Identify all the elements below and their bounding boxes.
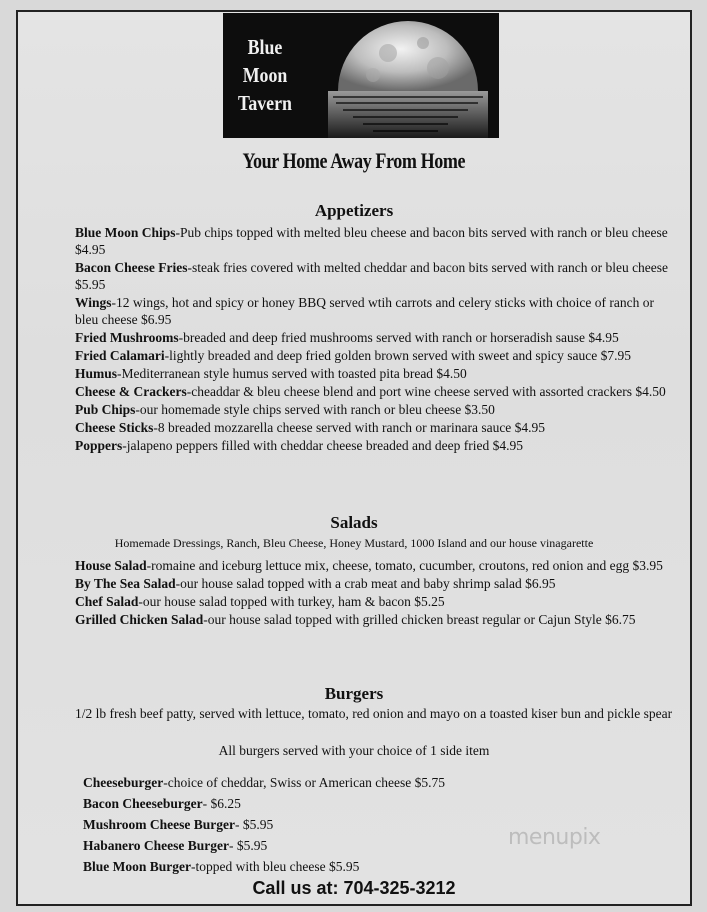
list-item: Cheeseburger-choice of cheddar, Swiss or American cheese $5.75 — [83, 775, 445, 790]
list-item: Fried Mushrooms-breaded and deep fried mushrooms served with ranch or horseradish sause $4.95 — [75, 330, 619, 345]
logo — [223, 13, 499, 138]
phone-call-text: Call us at: 704-325-3212 — [252, 878, 456, 898]
tagline: Your Home Away From Home — [242, 148, 466, 173]
logo-line-1: Blue — [247, 35, 283, 59]
logo-text — [231, 33, 299, 117]
salads-list — [75, 557, 675, 629]
list-item: Blue Moon Burger-topped with bleu cheese $5.95 — [83, 859, 360, 874]
salads-heading: Salads — [330, 513, 378, 532]
list-item: Fried Calamari-lightly breaded and deep fried golden brown served with sweet and spicy sauce $7.95 — [75, 348, 631, 363]
list-item: Bacon Cheese Fries-steak fries covered with melted cheddar and bacon bits served with ranch or bleu cheese $5.95 — [75, 260, 669, 292]
list-item: Bacon Cheeseburger- $6.25 — [83, 796, 241, 811]
list-item: House Salad-romaine and iceburg lettuce mix, cheese, tomato, cucumber, croutons, red onion and egg $3.95 — [75, 558, 663, 573]
list-item: Wings-12 wings, hot and spicy or honey BBQ served wtih carrots and celery sticks with choice of ranch or bleu cheese $6.95 — [75, 295, 655, 327]
dressings-note: Homemade Dressings, Ranch, Bleu Cheese, Honey Mustard, 1000 Island and our house vinagarette — [114, 536, 594, 550]
burgers-side-note: All burgers served with your choice of 1 side item — [218, 743, 490, 758]
logo-line-3: Tavern — [238, 91, 292, 115]
menu-page — [16, 10, 692, 906]
list-item: Grilled Chicken Salad-our house salad topped with grilled chicken breast regular or Cajun Style $6.75 — [75, 612, 636, 627]
appetizers-heading: Appetizers — [314, 201, 394, 220]
list-item: Habanero Cheese Burger- $5.95 — [83, 838, 268, 853]
burgers-intro-block — [75, 705, 675, 723]
list-item: Blue Moon Chips-Pub chips topped with melted bleu cheese and bacon bits served with ranch or bleu cheese $4.95 — [75, 225, 668, 257]
burgers-intro: 1/2 lb fresh beef patty, served with lettuce, tomato, red onion and mayo on a toasted kiser bun and pickle spear — [75, 706, 673, 721]
moon-icon — [318, 13, 498, 138]
watermark: menupix — [508, 825, 601, 850]
list-item: By The Sea Salad-our house salad topped with a crab meat and baby shrimp salad $6.95 — [75, 576, 556, 591]
list-item: Humus-Mediterranean style humus served with toasted pita bread $4.50 — [75, 366, 467, 381]
appetizers-list — [75, 224, 675, 455]
list-item: Poppers-jalapeno peppers filled with cheddar cheese breaded and deep fried $4.95 — [75, 438, 523, 453]
list-item: Cheese Sticks-8 breaded mozzarella cheese served with ranch or marinara sauce $4.95 — [75, 420, 546, 435]
list-item: Mushroom Cheese Burger- $5.95 — [83, 817, 274, 832]
list-item: Cheese & Crackers-cheaddar & bleu cheese blend and port wine cheese served with assorted crackers $4.50 — [75, 384, 666, 399]
list-item: Pub Chips-our homemade style chips served with ranch or bleu cheese $3.50 — [75, 402, 495, 417]
burgers-heading: Burgers — [324, 684, 384, 703]
list-item: Chef Salad-our house salad topped with turkey, ham & bacon $5.25 — [75, 594, 445, 609]
logo-line-2: Moon — [242, 63, 288, 87]
